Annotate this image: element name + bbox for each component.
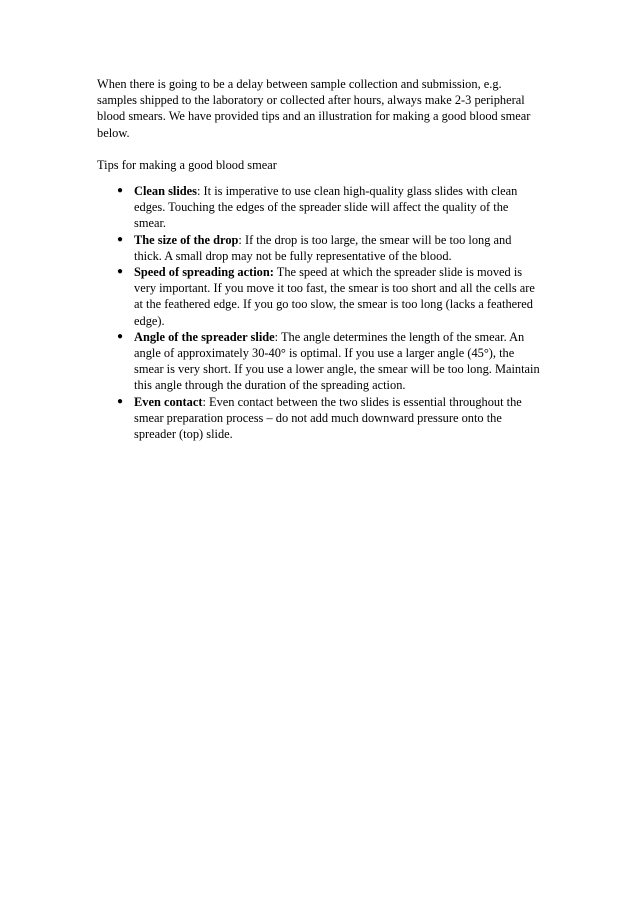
- bullet-icon: ●: [117, 185, 124, 197]
- document-page: [97, 76, 542, 442]
- intro-paragraph: When there is going to be a delay between sample collection and submission, e.g. samples shipped to the laboratory or collected after hours, always make 2-3 peripheral blood smears. We have provided tips and an illustration for making a good blood smear below.: [97, 77, 531, 140]
- tip-title: Clean slides: [134, 184, 197, 199]
- bullet-icon: ●: [117, 395, 124, 407]
- tips-list: [97, 183, 542, 442]
- bullet-icon: ●: [117, 266, 124, 278]
- tip-title: Angle of the spreader slide: [134, 329, 275, 344]
- tip-size-of-drop: [97, 232, 542, 264]
- bullet-icon: ●: [117, 330, 124, 342]
- bullet-icon: ●: [117, 233, 124, 245]
- tip-angle-of-spreader: [97, 329, 542, 394]
- tip-text: : It is imperative to use clean high-quality glass slides with clean edges. Touching the edges of the spreader slide will affect the quality of the smear.: [134, 184, 518, 231]
- tips-heading: Tips for making a good blood smear: [97, 157, 277, 172]
- tip-speed-of-spreading: [97, 264, 542, 329]
- tip-title: Even contact: [134, 394, 203, 409]
- tip-even-contact: [97, 394, 542, 443]
- tip-title: Speed of spreading action:: [134, 265, 274, 280]
- tip-clean-slides: [97, 183, 542, 232]
- tip-text: : The angle determines the length of the smear. An angle of approximately 30-40° is optimal. If you use a larger angle (45°), the smear is very short. If you use a lower angle, the smear will be too long. Maintain this angle through the duration of the spreading action.: [134, 329, 540, 393]
- tip-text: The speed at which the spreader slide is moved is very important. If you move it too fast, the smear is too short and all the cells are at the feathered edge. If you go too slow, the smear is too long (lacks a feathered edge).: [134, 265, 535, 328]
- tip-text: : Even contact between the two slides is essential throughout the smear preparation process – do not add much downward pressure onto the spreader (top) slide.: [134, 394, 522, 442]
- tip-title: The size of the drop: [134, 232, 239, 247]
- tip-text: : If the drop is too large, the smear will be too long and thick. A small drop may not be fully representative of the blood.: [134, 232, 512, 263]
